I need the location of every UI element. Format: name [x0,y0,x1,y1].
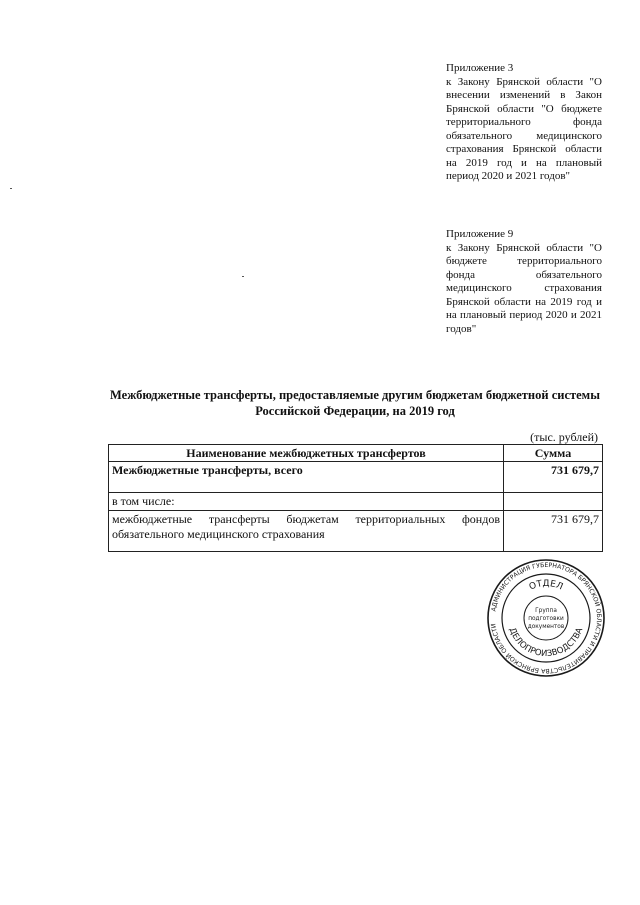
stamp-bottom-text: ДЕЛОПРОИЗВОДСТВА [506,626,586,660]
table-row-subheading [109,493,603,511]
row-name: межбюджетные трансферты бюджетам территориальных фондов обязательного медицинского страхования [109,511,504,552]
row-amount: 731 679,7 [504,462,603,493]
row-name: Межбюджетные трансферты, всего [109,462,504,493]
table-header-row [109,445,603,462]
row-name: в том числе: [109,493,504,511]
appendix-9-heading: Приложение 9 [446,228,514,240]
appendix-9-note [446,228,602,336]
row-amount [504,493,603,511]
units-label: (тыс. рублей) [530,430,598,444]
row-amount: 731 679,7 [504,511,603,552]
appendix-9-text: к Закону Брянской области "О бюджете территориального фонда обязательного медицинского страхования Брянской области на 2019 год и на плановый период 2020 и 2021 годов" [446,241,602,335]
transfers-table [108,444,603,552]
stamp-center-line: подготовки [528,616,564,622]
table-row-item [109,511,603,552]
appendix-3-text: к Закону Брянской области "О внесении изменений в Закон Брянской области "О бюджете территориального фонда обязательного медицинского страхования Брянской области на 2019 год и на плановый период 2020 и 2021 годов" [446,75,602,182]
column-header-name: Наименование межбюджетных трансфертов [109,445,504,462]
scan-speck [242,276,244,277]
stamp-top-text: ОТДЕЛ [527,578,565,593]
stamp-ring-text: АДМИНИСТРАЦИЯ ГУБЕРНАТОРА БРЯНСКОЙ ОБЛАСТИ И ПРАВИТЕЛЬСТВА БРЯНСКОЙ ОБЛАСТИ [490,561,603,675]
official-stamp [486,558,606,678]
table-row-total [109,462,603,493]
appendix-3-note [446,62,602,184]
stamp-center-line: Группа [535,608,557,614]
column-header-amount: Сумма [504,445,603,462]
stamp-center-line: документов [527,624,565,630]
document-title: Межбюджетные трансферты, предоставляемые другим бюджетам бюджетной системы Российской Федерации, на 2019 год [110,388,600,418]
scan-speck [10,188,12,189]
appendix-3-heading: Приложение 3 [446,62,514,74]
